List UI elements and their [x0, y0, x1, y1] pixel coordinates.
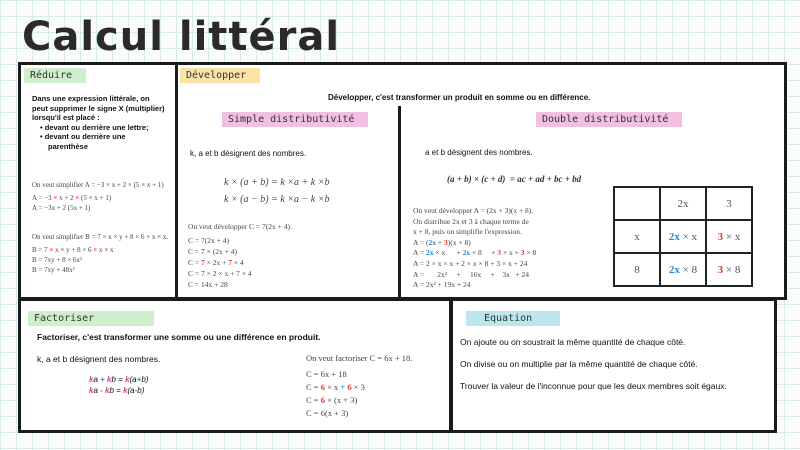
highlight-blue: +: [100, 375, 105, 384]
math-line: [32, 203, 164, 213]
text: B = 7: [32, 246, 50, 254]
text: A = (: [413, 237, 429, 247]
text: A =: [413, 248, 426, 258]
double-tag: Double distributivité: [536, 112, 682, 127]
highlight-blue: 2x: [428, 237, 436, 247]
text: 4): [228, 247, 237, 256]
math-line: [413, 270, 536, 281]
highlight-pink: k: [123, 386, 128, 395]
math-line: [188, 235, 292, 246]
text: (a: [129, 375, 137, 384]
text: On veut factoriser C = 6x + 18.: [306, 353, 413, 363]
text: B = 7xy + 48x²: [32, 266, 75, 274]
grid-cell: [614, 187, 660, 220]
highlight-blue: +: [343, 395, 349, 405]
factoriser-tag: Factoriser: [28, 311, 154, 326]
text: On veut simplifier B = 7 × x × y + 8 × 6 × x × x.: [32, 233, 169, 241]
equation-rule: On divise ou on multiplie par la même quantité de chaque côté.: [460, 359, 698, 369]
text: x: [53, 246, 61, 254]
double-distribution-grid: [613, 186, 753, 287]
equation-lines: [460, 337, 760, 392]
highlight-red: 7: [200, 258, 205, 267]
math-line: [32, 232, 168, 242]
text: b =: [111, 375, 126, 384]
formula-sum: k × (a + b) = k ×a + k ×b: [224, 177, 330, 188]
text: On veut développer C = 7(2x + 4).: [188, 222, 292, 231]
factoriser-headline: Factoriser, c'est transformer une somme ou une différence en produit.: [37, 332, 321, 342]
math-line: [32, 245, 168, 255]
grid-cell: [660, 253, 706, 286]
text: × x: [324, 382, 341, 392]
text: C = 6x + 18: [306, 369, 347, 379]
text: A = −3: [32, 194, 54, 202]
text: x + 1): [92, 194, 112, 202]
math-line: [188, 268, 292, 279]
grid-cell: [660, 220, 706, 253]
equation-tag: Equation: [466, 311, 560, 326]
math-line: [306, 394, 412, 407]
bullet: • devant ou derrière une lettre;: [40, 122, 149, 132]
factoriser-example: [306, 352, 412, 420]
equation-rule: On ajoute ou on soustrait la même quantité de chaque côté.: [460, 337, 686, 347]
grid-cell: [706, 253, 752, 286]
grid-row: [614, 220, 752, 253]
math-line: [413, 217, 536, 228]
text: On veut simplifier A = −3 × x + 2 × (5 × x + 1): [32, 181, 164, 189]
developper-divider: [398, 106, 401, 298]
math-line: [306, 407, 412, 420]
text: A = 2x² + 16x + 3x + 24: [413, 269, 530, 279]
grid-cell: [706, 187, 752, 220]
text: (5: [79, 194, 89, 202]
highlight-pink: k: [89, 386, 94, 395]
highlight-red: 6: [347, 382, 352, 392]
text: × x: [679, 230, 698, 243]
math-line: [188, 257, 292, 268]
text: × 8: [679, 263, 698, 276]
grid-cell: [614, 220, 660, 253]
grid-row: [614, 253, 752, 286]
text: × x: [723, 230, 741, 243]
highlight-red: ×: [60, 246, 65, 254]
text: 8: [634, 263, 640, 276]
text: x + 2: [57, 194, 76, 202]
highlight-red: ×: [75, 194, 80, 202]
math-line: [32, 193, 164, 203]
page-title: Calcul littéral: [22, 14, 341, 60]
math-line: [32, 180, 164, 190]
text: 3: [726, 197, 732, 210]
reduire-example-a: [32, 180, 164, 213]
text: x: [634, 230, 640, 243]
highlight-blue: +: [340, 382, 346, 392]
double-intro: a et b désignent des nombres.: [425, 148, 533, 157]
simple-tag: Simple distributivité: [222, 112, 368, 127]
highlight-red: ×: [88, 194, 93, 202]
developper-headline: Développer, c'est transformer un produit en somme ou en différence.: [328, 93, 591, 102]
highlight-red: ×: [53, 194, 58, 202]
math-line: [413, 280, 536, 291]
highlight-red: ×: [93, 246, 98, 254]
highlight-red: 3: [717, 263, 724, 276]
highlight-pink: k: [125, 375, 130, 384]
bullet-cont: parenthèse: [48, 141, 89, 151]
math-line: [306, 352, 412, 365]
factoriser-formulas: [89, 374, 148, 396]
text: × 8: [723, 263, 741, 276]
highlight-pink: k: [89, 375, 94, 384]
simple-intro: k, a et b désignent des nombres.: [190, 149, 307, 158]
text: 2x: [677, 197, 689, 210]
highlight-red: ×: [49, 246, 54, 254]
reduire-example-b: [32, 232, 168, 275]
text: x + 8, puis on simplifie l'expression.: [413, 227, 522, 237]
highlight-red: 7: [200, 247, 205, 256]
factoriser-intro: k, a et b désignent des nombres.: [37, 354, 161, 364]
highlight-blue: 2x: [462, 248, 471, 258]
highlight-red: 6: [320, 382, 325, 392]
grid-cell: [660, 187, 706, 220]
highlight-red: 7: [228, 258, 232, 267]
bullet: • devant ou derrière une: [40, 132, 126, 141]
grid-row: [614, 187, 752, 220]
highlight-pink: k: [105, 386, 110, 395]
intro-line: Dans une expression littérale, on: [32, 94, 150, 103]
highlight-red: ×: [104, 246, 109, 254]
text: A = −3x + 2 (5x + 1): [32, 204, 91, 212]
text: C = 7 × 2 × x + 7 × 4: [188, 269, 252, 278]
text: C =: [188, 247, 201, 256]
text: b): [141, 375, 149, 384]
math-line: [306, 368, 412, 381]
text: C =: [306, 382, 321, 392]
text: x: [97, 246, 105, 254]
text: × x +: [501, 248, 521, 258]
double-example: [413, 206, 536, 291]
text: × x +: [433, 248, 463, 258]
grid-cell: [706, 220, 752, 253]
highlight-red: 3: [717, 230, 724, 243]
highlight-pink: k: [107, 375, 112, 384]
text: b =: [109, 386, 124, 395]
text: A = 2 × x × x + 2 × x × 8 + 3 × x + 24: [413, 258, 528, 268]
text: × 3: [351, 382, 365, 392]
text: C =: [188, 258, 201, 267]
text: 3): [348, 395, 358, 405]
text: On distribue 2x et 3 à chaque terme de: [413, 216, 529, 226]
equation-rule: Trouver la valeur de l'inconnue pour que les deux membres soit égaux.: [460, 381, 727, 391]
text: × 8 +: [470, 248, 498, 258]
math-line: [306, 381, 412, 394]
math-line: [188, 221, 292, 232]
text: × (2x: [204, 247, 225, 256]
text: )(x + 8): [447, 237, 471, 247]
math-line: [89, 374, 148, 385]
text: a: [93, 386, 101, 395]
formula-diff: k × (a − b) = k ×a − k ×b: [224, 194, 330, 205]
double-formula: (a + b) × (c + d) = ac + ad + bc + bd: [447, 174, 582, 184]
grid-cell: [614, 253, 660, 286]
highlight-blue: 2x: [668, 263, 680, 276]
math-line: [413, 227, 536, 238]
developper-tag: Développer: [180, 68, 260, 83]
highlight-blue: 2x: [668, 230, 680, 243]
simple-formulas: [224, 174, 329, 208]
text: A = 2x² + 19x + 24: [413, 280, 471, 290]
intro-line: lorsqu'il est placé :: [32, 113, 100, 122]
math-line: [413, 206, 536, 217]
text: a: [93, 375, 101, 384]
text: C =: [306, 395, 321, 405]
reduire-tag: Réduire: [24, 68, 86, 83]
text: On veut développer A = (2x + 3)(x + 8).: [413, 206, 534, 215]
highlight-blue: +: [136, 375, 142, 384]
text: +: [435, 237, 444, 247]
highlight-blue: 2x: [425, 248, 434, 258]
highlight-pink: -: [100, 386, 103, 395]
reduire-intro: [32, 94, 165, 151]
math-line: [188, 279, 292, 290]
highlight-blue: +: [224, 247, 229, 256]
simple-example: [188, 221, 292, 290]
text: × (x: [324, 395, 344, 405]
math-line: [413, 238, 536, 249]
highlight-red: 3: [520, 248, 525, 258]
highlight-blue: +: [222, 258, 227, 267]
text: (a-b): [127, 386, 145, 395]
text: x: [108, 246, 114, 254]
text: × 8: [524, 248, 537, 258]
text: C = 7(2x + 4): [188, 236, 229, 245]
math-line: [32, 265, 168, 275]
text: C = 14x + 28: [188, 280, 228, 289]
highlight-red: 3: [497, 248, 502, 258]
math-line: [89, 385, 148, 396]
text: × 4: [232, 258, 244, 267]
highlight-red: 6: [320, 395, 325, 405]
intro-line: peut supprimer le signe X (multiplier): [32, 103, 165, 113]
text: C = 6(x + 3): [306, 408, 349, 418]
text: B = 7xy + 8 × 6x²: [32, 256, 83, 264]
math-line: [188, 246, 292, 257]
math-line: [32, 255, 168, 265]
text: × 2x: [204, 258, 223, 267]
text: y + 8 × 6: [64, 246, 94, 254]
math-line: [413, 259, 536, 270]
math-line: [413, 248, 536, 259]
highlight-red: 3: [443, 237, 448, 247]
